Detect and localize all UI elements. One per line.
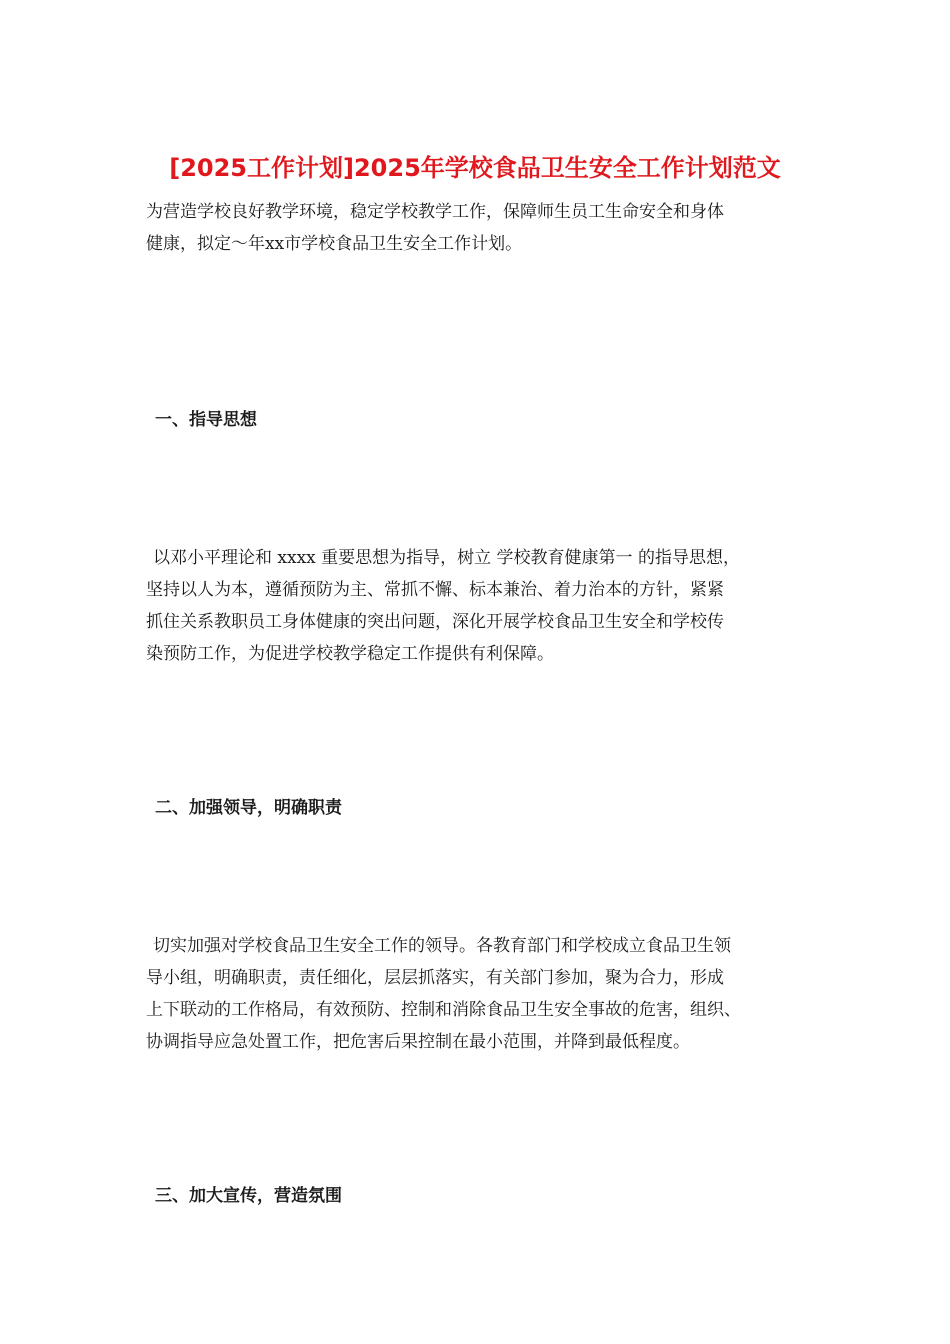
- section-heading-3: 三、加大宣传，营造氛围: [155, 1186, 342, 1206]
- paragraph-line: 导小组，明确职责，责任细化，层层抓落实，有关部门参加，聚为合力，形成: [146, 968, 724, 988]
- paragraph-line: 上下联动的工作格局，有效预防、控制和消除食品卫生安全事故的危害，组织、: [146, 1000, 741, 1020]
- document-title: [2025工作计划]2025年学校食品卫生安全工作计划范文: [169, 154, 781, 182]
- intro-line: 健康，拟定～年xx市学校食品卫生安全工作计划。: [146, 234, 523, 254]
- section-paragraph-2: [146, 930, 826, 1058]
- section-paragraph-1: [146, 542, 826, 670]
- paragraph-line: 抓住关系教职员工身体健康的突出问题，深化开展学校食品卫生安全和学校传: [146, 612, 724, 632]
- section-heading-1: 一、指导思想: [155, 410, 257, 430]
- paragraph-line: 切实加强对学校食品卫生安全工作的领导。各教育部门和学校成立食品卫生领: [153, 936, 731, 956]
- paragraph-line: 协调指导应急处置工作，把危害后果控制在最小范围，并降到最低程度。: [146, 1032, 690, 1052]
- section-heading-2: 二、加强领导，明确职责: [155, 798, 342, 818]
- paragraph-line: 染预防工作，为促进学校教学稳定工作提供有利保障。: [146, 644, 554, 664]
- paragraph-line: 坚持以人为本，遵循预防为主、常抓不懈、标本兼治、着力治本的方针，紧紧: [146, 580, 724, 600]
- paragraph-line: 以邓小平理论和 xxxx 重要思想为指导，树立 学校教育健康第一 的指导思想，: [153, 548, 740, 568]
- intro-paragraph: [146, 196, 826, 260]
- intro-line: 为营造学校良好教学环境，稳定学校教学工作，保障师生员工生命安全和身体: [146, 202, 724, 222]
